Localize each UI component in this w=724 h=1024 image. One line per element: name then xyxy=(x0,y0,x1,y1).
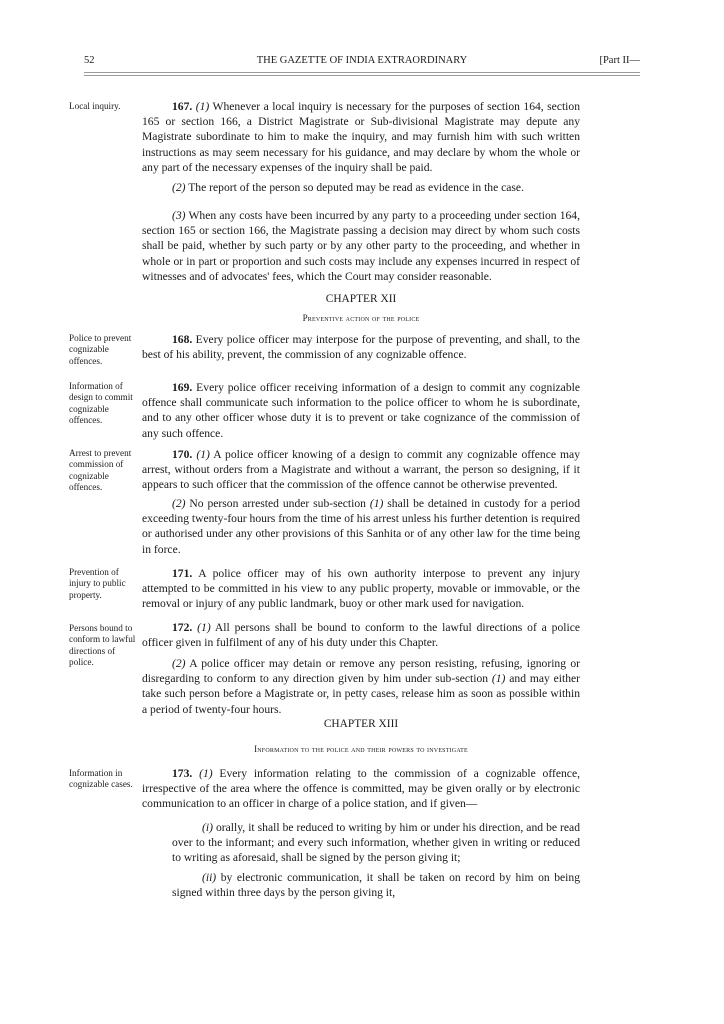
margin-note-167: Local inquiry. xyxy=(69,101,121,111)
clause-label: (2) xyxy=(172,657,186,670)
section-text: and may either take such person before a Magistrate or, in petty cases, release him as soon as possible within a period of twenty-four hours. xyxy=(142,672,580,716)
gazette-title: THE GAZETTE OF INDIA EXTRAORDINARY xyxy=(256,55,468,66)
section-170-1 xyxy=(142,447,580,493)
section-number: 170. xyxy=(172,448,193,461)
section-171 xyxy=(142,566,580,612)
section-text: A police officer may detain or remove any person resisting, refusing, ignoring or disregarding to conform to any direction given by him under sub-section xyxy=(142,657,580,686)
section-text: orally, it shall be reduced to writing by him or under his direction, and be read over to the informant; and every such information, whether given in writing or reduced to writing as aforesaid, shall be signed by the person giving it; xyxy=(172,821,580,865)
clause-label: (1) xyxy=(199,767,213,780)
section-number: 169. xyxy=(172,381,193,394)
section-number: 173. xyxy=(172,767,193,780)
section-text: Every information relating to the commission of a cognizable offence, irrespective of the area where the offence is committed, may be given orally or by electronic communication to an officer in charge of a police station, and if given— xyxy=(142,767,580,811)
section-173-ii xyxy=(142,870,580,900)
section-173-1 xyxy=(142,766,580,812)
section-169 xyxy=(142,380,580,441)
clause-label: (1) xyxy=(197,621,211,634)
section-172-2 xyxy=(142,656,580,717)
section-172-1 xyxy=(142,620,580,650)
section-text: Every police officer receiving information of a design to commit any cognizable offence shall communicate such information to the police officer to whom he is subordinate, and to any other officer whose duty it is to prevent or take cognizance of the commission of any such offence. xyxy=(142,381,580,440)
section-170-2 xyxy=(142,496,580,557)
header-rule xyxy=(84,72,640,76)
margin-note-172: Persons bound to conform to lawful directions of police. xyxy=(69,623,136,667)
section-text: No person arrested under sub-section xyxy=(185,497,370,510)
part-label: [Part II— xyxy=(599,55,640,66)
clause-label: (i) xyxy=(202,821,213,834)
section-text: A police officer may of his own authority interpose to prevent any injury attempted to be committed in his view to any public property, movable or immovable, or the removal or injury of any public landmark, buoy or other mark used for navigation. xyxy=(142,567,580,611)
clause-label: (1) xyxy=(195,100,210,113)
margin-note-173: Information in cognizable cases. xyxy=(69,768,133,790)
section-167-3 xyxy=(142,208,580,284)
section-text: Every police officer may interpose for the purpose of preventing, and shall, to the best of his ability, prevent, the commission of any cognizable offence. xyxy=(142,333,580,362)
section-number: 168. xyxy=(172,333,193,346)
clause-label: (2) xyxy=(172,181,186,194)
section-text: shall be detained in custody for a period exceeding twenty-four hours from the time of his arrest unless his further detention is required or authorised under any other provisions of this Sanhita or of any other law for the time being in force. xyxy=(142,497,580,556)
section-text: Whenever a local inquiry is necessary for the purposes of section 164, section 165 or section 166, a District Magistrate or Sub-divisional Magistrate may depute any Magistrate subordinate to him to make the inquiry, and may furnish him with such written instructions as may seem necessary for his guidance, and may declare by whom the whole or any part of the necessary expenses of the inquiry shall be paid. xyxy=(142,100,580,174)
clause-label: (3) xyxy=(172,209,186,222)
clause-label: (2) xyxy=(172,497,186,510)
margin-note-171: Prevention of injury to public property. xyxy=(69,567,126,600)
section-167-1 xyxy=(142,99,580,175)
chapter-12-title: CHAPTER XII xyxy=(325,293,397,305)
clause-label: (1) xyxy=(196,448,210,461)
section-number: 171. xyxy=(172,567,193,580)
page-number: 52 xyxy=(84,55,95,66)
chapter-13-title: CHAPTER XIII xyxy=(323,718,399,730)
section-173-i xyxy=(142,820,580,866)
section-text: All persons shall be bound to conform to the lawful directions of a police officer given in fulfilment of any of his duty under this Chapter. xyxy=(142,621,580,650)
section-number: 167. xyxy=(172,100,193,113)
running-header xyxy=(84,55,640,69)
clause-label: (ii) xyxy=(202,871,217,884)
margin-note-170: Arrest to prevent commission of cognizable offences. xyxy=(69,448,132,492)
section-text: When any costs have been incurred by any party to a proceeding under section 164, section 165 or section 166, the Magistrate passing a decision may direct by whom such costs shall be paid, whether by such party or by any other party to the proceeding, and whether in whole or in part or proportion and such costs may include any expenses incurred in respect of witnesses and of advocates' fees, which the Court may consider reasonable. xyxy=(142,209,580,283)
section-text: The report of the person so deputed may be read as evidence in the case. xyxy=(185,181,524,194)
section-167-2 xyxy=(142,180,580,195)
section-number: 172. xyxy=(172,621,193,634)
section-168 xyxy=(142,332,580,362)
clause-ref: (1) xyxy=(491,672,506,686)
margin-note-168: Police to prevent cognizable offences. xyxy=(69,333,132,366)
clause-ref: (1) xyxy=(369,497,384,510)
section-text: by electronic communication, it shall be taken on record by him on being signed within three days by the person giving it, xyxy=(172,871,580,900)
margin-note-169: Information of design to commit cognizable offences. xyxy=(69,381,133,425)
section-text: A police officer knowing of a design to commit any cognizable offence may arrest, without orders from a Magistrate and without a warrant, the person so designing, if it appears to such officer that the commission of the offence cannot be otherwise prevented. xyxy=(142,448,580,492)
chapter-12-subtitle: Preventive action of the police xyxy=(302,313,420,323)
chapter-13-subtitle: Information to the police and their powers to investigate xyxy=(254,744,468,754)
